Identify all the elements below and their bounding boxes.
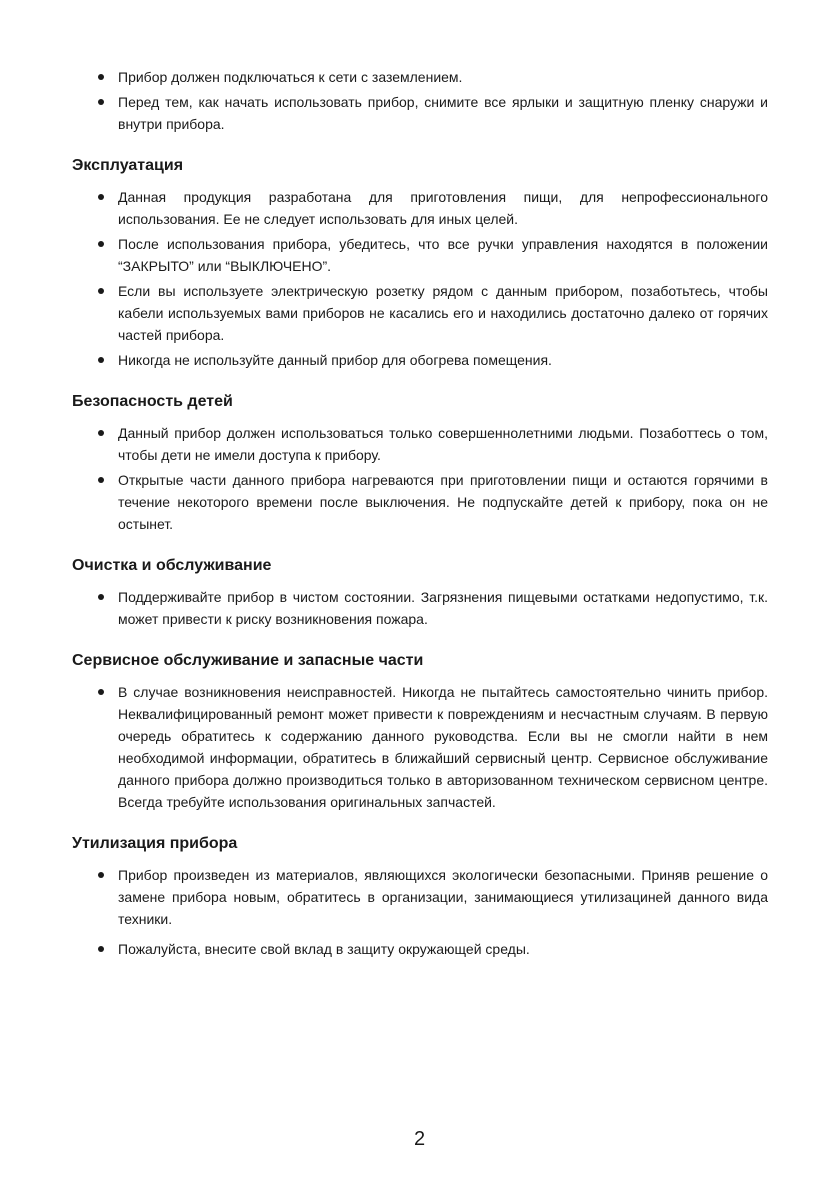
list-item-text: Данный прибор должен использоваться только совершеннолетними людьми. Позаботтесь о том, чтобы дети не имели доступа к прибору. [118,425,768,463]
bullet-icon [98,241,104,247]
page-content [72,66,768,963]
section-title: Очистка и обслуживание [72,557,272,574]
list-item-text: Если вы используете электрическую розетку рядом с данным прибором, позаботьтесь, чтобы кабели используемых вами приборов не касались его и находились достаточно далеко от горячих частей прибора. [118,283,768,343]
list-item [72,66,768,88]
list-item-text: Перед тем, как начать использовать прибор, снимите все ярлыки и защитную пленку снаружи и внутри прибора. [118,94,768,132]
list-item [72,864,768,930]
section-cleaning [72,555,768,630]
list-item-text: Прибор должен подключаться к сети с заземлением. [118,69,463,85]
list-item [72,91,768,135]
list-item-text: Прибор произведен из материалов, являющихся экологически безопасными. Приняв решение о замене прибора новым, обратитесь в организации, занимающиеся утилизациней данного вида техники. [118,867,768,927]
section-title: Безопасность детей [72,393,233,410]
bullet-icon [98,872,104,878]
list-item-text: Пожалуйста, внесите свой вклад в защиту окружающей среды. [118,941,530,957]
list-item-text: После использования прибора, убедитесь, что все ручки управления находятся в положении “ЗАКРЫТО” или “ВЫКЛЮЧЕНО”. [118,236,768,274]
section-list [72,422,768,535]
section-list [72,186,768,371]
list-item [72,280,768,346]
list-item [72,938,768,960]
section-title: Сервисное обслуживание и запасные части [72,652,424,669]
list-item-text: Данная продукция разработана для приготовления пищи, для непрофессионального использования. Ее не следует использовать для иных целей. [118,189,768,227]
bullet-icon [98,477,104,483]
bullet-icon [98,74,104,80]
bullet-icon [98,288,104,294]
section-list [72,586,768,630]
list-item [72,469,768,535]
list-item [72,233,768,277]
list-item [72,186,768,230]
section-child-safety [72,391,768,535]
bullet-icon [98,594,104,600]
list-item [72,422,768,466]
bullet-icon [98,430,104,436]
section-service [72,650,768,813]
list-item [72,349,768,371]
list-item [72,586,768,630]
list-item-text: В случае возникновения неисправностей. Никогда не пытайтесь самостоятельно чинить прибор. Неквалифицированный ремонт может привести к повреждениям и несчастным случаям. В первую очередь обратитесь к содержанию данного руководства. Если вы не смогли найти в нем необходимой информации, обратитесь в ближайший сервисный центр. Сервисное обслуживание данного прибора должно производиться только в авторизованном техническом сервисном центре. Всегда требуйте использования оригинальных запчастей. [118,684,768,810]
section-title: Утилизация прибора [72,835,238,852]
page-number: 2 [413,1128,426,1150]
section-operation [72,155,768,371]
section-title: Эксплуатация [72,157,184,174]
list-item [72,681,768,813]
list-item-text: Никогда не используйте данный прибор для обогрева помещения. [118,352,552,368]
bullet-icon [98,194,104,200]
list-item-text: Открытые части данного прибора нагреваются при приготовлении пищи и остаются горячими в течение некоторого времени после выключения. Не подпускайте детей к прибору, пока он не остынет. [118,472,768,532]
bullet-icon [98,689,104,695]
section-list [72,864,768,960]
list-item-text: Поддерживайте прибор в чистом состоянии. Загрязнения пищевыми остатками недопустимо, т.к. может привести к риску возникновения пожара. [118,589,768,627]
bullet-icon [98,357,104,363]
bullet-icon [98,946,104,952]
bullet-icon [98,99,104,105]
section-list [72,681,768,813]
section-disposal [72,833,768,960]
intro-list [72,66,768,135]
